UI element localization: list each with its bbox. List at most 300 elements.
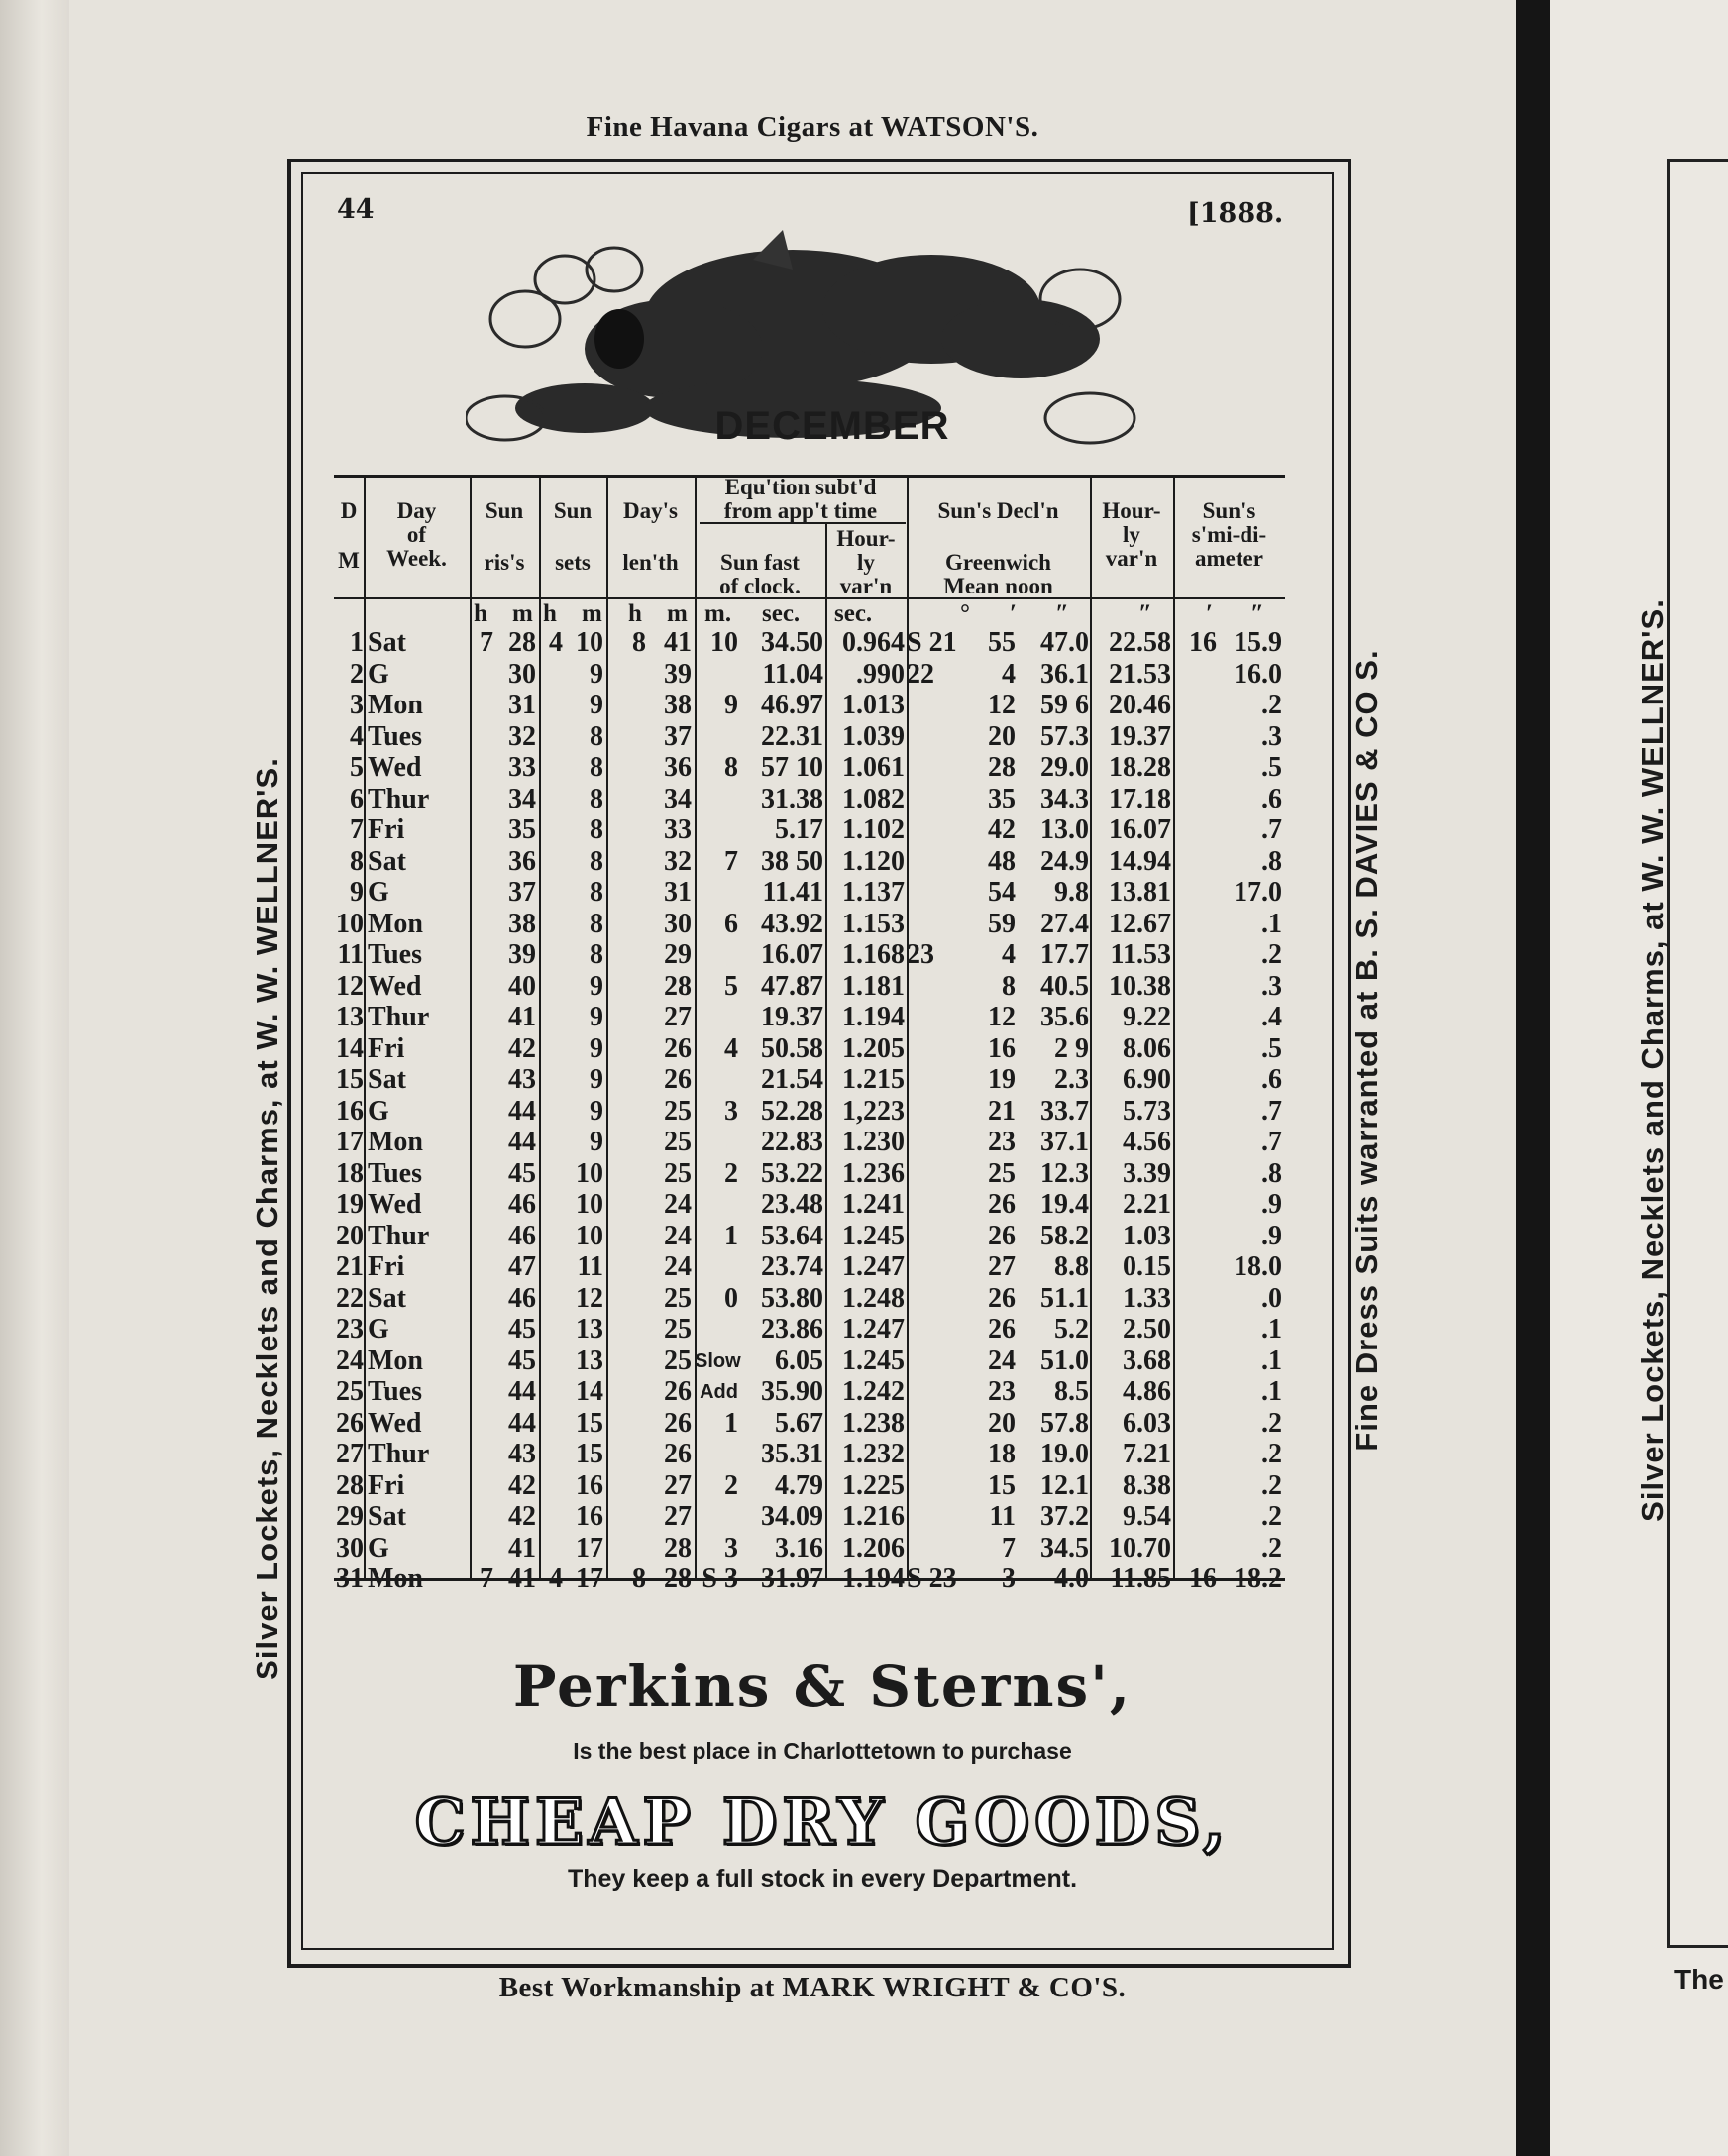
row-declination-hourly-var: 2.50 [1123, 1314, 1171, 1345]
row-equation-seconds: 23.48 [761, 1189, 823, 1220]
unit-degree: ° [960, 600, 970, 627]
row-equation-seconds: 4.79 [775, 1469, 823, 1501]
row-declination-seconds: 17.7 [1040, 939, 1089, 970]
row-equation-seconds: 22.83 [761, 1127, 823, 1157]
row-semidiameter-seconds: .7 [1261, 1095, 1282, 1127]
row-daylength-minute: 25 [664, 1127, 692, 1157]
column-divider [364, 477, 366, 1579]
row-declination-minutes: 24 [988, 1345, 1016, 1376]
row-equation-hourly-var: 1.013 [842, 690, 905, 720]
header-riss: ris's [484, 550, 525, 575]
row-sunrise-minute: 43 [508, 1064, 536, 1095]
row-equation-hourly-var: 1.247 [842, 1314, 905, 1345]
row-declination-seconds: 51.1 [1040, 1282, 1089, 1314]
row-day-number: 7 [350, 814, 364, 845]
row-equation-hourly-var: 1.137 [842, 877, 905, 908]
row-sunset-minute: 8 [590, 720, 603, 752]
row-declination-hourly-var: 1.33 [1123, 1282, 1171, 1314]
row-equation-seconds: 53.80 [761, 1282, 823, 1314]
row-equation-seconds: 5.17 [775, 814, 823, 845]
row-day-number: 17 [336, 1127, 364, 1157]
row-sunset-minute: 8 [590, 939, 603, 970]
row-declination-seconds: 35.6 [1040, 1002, 1089, 1032]
row-declination-minutes: 16 [988, 1032, 1016, 1064]
row-sunset-minute: 10 [576, 1189, 603, 1220]
row-declination-seconds: 12.3 [1040, 1157, 1089, 1189]
row-declination-minutes: 20 [988, 1407, 1016, 1439]
row-declination-minutes: 28 [988, 752, 1016, 783]
row-declination-minutes: 7 [1002, 1532, 1016, 1563]
header-of: of [406, 522, 427, 547]
row-equation-hourly-var: 1.039 [842, 720, 905, 752]
row-declination-hourly-var: 14.94 [1109, 845, 1171, 877]
row-day-of-week: Thur [368, 1439, 430, 1469]
row-sunrise-minute: 28 [508, 627, 536, 658]
header-ly-2: ly [1123, 522, 1140, 547]
row-equation-seconds: 38 50 [761, 845, 823, 877]
row-declination-minutes: 4 [1002, 939, 1016, 970]
row-sunset-minute: 8 [590, 845, 603, 877]
row-day-of-week: Mon [368, 1563, 423, 1594]
row-semidiameter-seconds: .1 [1261, 1376, 1282, 1407]
row-semidiameter-seconds: .6 [1261, 1064, 1282, 1095]
row-sunrise-minute: 45 [508, 1314, 536, 1345]
row-sunset-minute: 10 [576, 627, 603, 658]
row-declination-minutes: 59 [988, 908, 1016, 939]
row-day-number: 8 [350, 845, 364, 877]
row-semidiameter-seconds: .8 [1261, 845, 1282, 877]
header-ameter: ameter [1195, 546, 1263, 571]
month-title: DECEMBER [714, 404, 950, 448]
row-semidiameter-seconds: 18.2 [1234, 1563, 1282, 1594]
row-sunset-minute: 9 [590, 1095, 603, 1127]
row-sunrise-minute: 44 [508, 1095, 536, 1127]
row-day-of-week: Fri [368, 814, 405, 845]
row-declination-minutes: 55 [988, 627, 1016, 658]
row-semidiameter-seconds: .5 [1261, 752, 1282, 783]
row-declination-hourly-var: 21.53 [1109, 658, 1171, 690]
row-sunrise-hour: 7 [480, 627, 493, 658]
row-semidiameter-seconds: 15.9 [1234, 627, 1282, 658]
row-sunrise-minute: 46 [508, 1282, 536, 1314]
row-equation-minutes: 1 [724, 1220, 738, 1251]
row-day-of-week: Mon [368, 1127, 423, 1157]
row-declination-minutes: 26 [988, 1220, 1016, 1251]
row-declination-hourly-var: 6.90 [1123, 1064, 1171, 1095]
row-declination-seconds: 19.4 [1040, 1189, 1089, 1220]
row-sunrise-minute: 44 [508, 1407, 536, 1439]
row-day-of-week: Wed [368, 970, 422, 1002]
row-declination-seconds: 2 9 [1054, 1032, 1089, 1064]
row-declination-hourly-var: 18.28 [1109, 752, 1171, 783]
header-varn-2: var'n [1105, 546, 1158, 571]
row-equation-minutes: 3 [724, 1532, 738, 1563]
row-daylength-minute: 25 [664, 1095, 692, 1127]
row-equation-seconds: 23.86 [761, 1314, 823, 1345]
row-semidiameter-seconds: .2 [1261, 939, 1282, 970]
row-sunrise-minute: 42 [508, 1469, 536, 1501]
header-hourly-1: Hour- [836, 526, 896, 551]
row-declination-seconds: 2.3 [1054, 1064, 1089, 1095]
row-semidiameter-seconds: .2 [1261, 1407, 1282, 1439]
row-daylength-minute: 25 [664, 1345, 692, 1376]
row-declination-hourly-var: 22.58 [1109, 627, 1171, 658]
row-day-number: 25 [336, 1376, 364, 1407]
row-semidiameter-seconds: .8 [1261, 1157, 1282, 1189]
row-declination-hourly-var: 8.06 [1123, 1032, 1171, 1064]
left-side-advertisement: Silver Lockets, Necklets and Charms, at W. W. WELLNER'S. [250, 757, 284, 1680]
row-daylength-minute: 39 [664, 658, 692, 690]
row-declination-seconds: 5.2 [1054, 1314, 1089, 1345]
row-daylength-minute: 36 [664, 752, 692, 783]
row-declination-hourly-var: 4.86 [1123, 1376, 1171, 1407]
row-day-number: 29 [336, 1501, 364, 1532]
row-declination-minutes: 26 [988, 1314, 1016, 1345]
row-day-number: 31 [336, 1563, 364, 1594]
row-sunrise-minute: 31 [508, 690, 536, 720]
header-d: D [340, 498, 358, 523]
row-day-of-week: Thur [368, 1002, 430, 1032]
row-equation-minutes: 0 [724, 1282, 738, 1314]
row-declination-degrees: 22 [907, 658, 934, 690]
row-equation-hourly-var: 1.206 [842, 1532, 905, 1563]
row-daylength-minute: 27 [664, 1469, 692, 1501]
row-equation-minutes: Slow [695, 1349, 741, 1372]
unit-arcmin: ′ [1206, 600, 1214, 627]
row-day-of-week: Tues [368, 1157, 423, 1189]
row-declination-minutes: 18 [988, 1439, 1016, 1469]
row-equation-minutes: 2 [724, 1157, 738, 1189]
row-sunset-minute: 9 [590, 658, 603, 690]
row-sunrise-hour: 7 [480, 1563, 493, 1594]
row-daylength-minute: 28 [664, 1563, 692, 1594]
row-declination-hourly-var: 17.18 [1109, 783, 1171, 814]
row-day-number: 14 [336, 1032, 364, 1064]
header-week: Week. [386, 546, 447, 571]
advertisement-subtitle: Is the best place in Charlottetown to purchase [573, 1738, 1072, 1764]
row-sunset-minute: 8 [590, 814, 603, 845]
row-declination-minutes: 12 [988, 690, 1016, 720]
row-day-number: 12 [336, 970, 364, 1002]
row-equation-hourly-var: 1.120 [842, 845, 905, 877]
row-day-number: 11 [337, 939, 364, 970]
row-equation-seconds: 50.58 [761, 1032, 823, 1064]
row-declination-hourly-var: 4.56 [1123, 1127, 1171, 1157]
row-equation-hourly-var: 1.102 [842, 814, 905, 845]
row-daylength-minute: 31 [664, 877, 692, 908]
row-sunset-minute: 15 [576, 1407, 603, 1439]
row-day-of-week: Sat [368, 1501, 406, 1532]
row-sunrise-minute: 45 [508, 1157, 536, 1189]
row-declination-hourly-var: 7.21 [1123, 1439, 1171, 1469]
row-sunset-minute: 9 [590, 690, 603, 720]
row-daylength-minute: 26 [664, 1064, 692, 1095]
row-sunrise-minute: 30 [508, 658, 536, 690]
row-equation-seconds: 52.28 [761, 1095, 823, 1127]
unit-m: m [512, 600, 533, 627]
row-day-number: 26 [336, 1407, 364, 1439]
row-declination-seconds: 51.0 [1040, 1345, 1089, 1376]
row-equation-hourly-var: 1,223 [842, 1095, 905, 1127]
row-declination-seconds: 8.5 [1054, 1376, 1089, 1407]
row-semidiameter-seconds: 18.0 [1234, 1251, 1282, 1282]
row-day-of-week: Mon [368, 908, 423, 939]
row-daylength-minute: 24 [664, 1189, 692, 1220]
header-sun-set: Sun [553, 498, 593, 523]
row-equation-seconds: 21.54 [761, 1064, 823, 1095]
row-equation-hourly-var: 1.238 [842, 1407, 905, 1439]
row-sunset-minute: 16 [576, 1501, 603, 1532]
unit-arcsec: ″ [1250, 600, 1264, 627]
row-declination-hourly-var: 9.22 [1123, 1002, 1171, 1032]
row-equation-hourly-var: 1.194 [842, 1002, 905, 1032]
row-sunset-minute: 12 [576, 1282, 603, 1314]
row-day-of-week: Mon [368, 690, 423, 720]
row-declination-hourly-var: 6.03 [1123, 1407, 1171, 1439]
row-equation-hourly-var: 1.232 [842, 1439, 905, 1469]
row-equation-hourly-var: 1.236 [842, 1157, 905, 1189]
right-side-advertisement: Fine Dress Suits warranted at B. S. DAVIES & CO S. [1350, 649, 1384, 1452]
row-sunrise-minute: 42 [508, 1501, 536, 1532]
unit-h: h [474, 600, 487, 627]
row-sunrise-minute: 33 [508, 752, 536, 783]
row-day-number: 28 [336, 1469, 364, 1501]
row-equation-hourly-var: .990 [856, 658, 905, 690]
row-equation-hourly-var: 1.225 [842, 1469, 905, 1501]
row-daylength-minute: 27 [664, 1002, 692, 1032]
row-equation-hourly-var: 1.241 [842, 1189, 905, 1220]
row-declination-seconds: 37.2 [1040, 1501, 1089, 1532]
row-day-number: 21 [336, 1251, 364, 1282]
row-declination-hourly-var: 5.73 [1123, 1095, 1171, 1127]
row-declination-minutes: 48 [988, 845, 1016, 877]
row-sunset-minute: 10 [576, 1220, 603, 1251]
row-day-of-week: Tues [368, 939, 423, 970]
row-sunset-hour: 4 [549, 1563, 563, 1594]
row-equation-seconds: 43.92 [761, 908, 823, 939]
row-declination-seconds: 4.0 [1054, 1563, 1089, 1594]
row-declination-minutes: 3 [1002, 1563, 1016, 1594]
row-day-of-week: Fri [368, 1251, 405, 1282]
header-lenth: len'th [622, 550, 679, 575]
row-equation-seconds: 34.09 [761, 1501, 823, 1532]
row-sunrise-minute: 39 [508, 939, 536, 970]
row-sunrise-minute: 34 [508, 783, 536, 814]
unit-arcsec: ″ [1138, 600, 1152, 627]
row-equation-minutes: 9 [724, 690, 738, 720]
row-day-of-week: Thur [368, 1220, 430, 1251]
row-declination-hourly-var: 3.39 [1123, 1157, 1171, 1189]
row-daylength-hour: 8 [632, 627, 646, 658]
row-sunrise-minute: 40 [508, 970, 536, 1002]
row-sunrise-minute: 36 [508, 845, 536, 877]
row-day-number: 20 [336, 1220, 364, 1251]
row-equation-seconds: 3.16 [775, 1532, 823, 1563]
row-day-of-week: Fri [368, 1032, 405, 1064]
row-semidiameter-seconds: .2 [1261, 690, 1282, 720]
facing-page-bottom-text: The [1674, 1964, 1724, 1994]
row-equation-seconds: 31.97 [761, 1563, 823, 1594]
row-sunrise-minute: 44 [508, 1376, 536, 1407]
row-daylength-minute: 27 [664, 1501, 692, 1532]
row-equation-seconds: 47.87 [761, 970, 823, 1002]
unit-sec: sec. [834, 600, 873, 627]
row-declination-hourly-var: 10.70 [1109, 1532, 1171, 1563]
unit-h: h [628, 600, 642, 627]
row-day-of-week: Wed [368, 1189, 422, 1220]
row-day-of-week: Wed [368, 1407, 422, 1439]
unit-m: m [582, 600, 602, 627]
row-equation-hourly-var: 1.215 [842, 1064, 905, 1095]
header-hourly-2: Hour- [1102, 498, 1161, 523]
row-day-of-week: G [368, 877, 389, 908]
row-declination-seconds: 47.0 [1040, 627, 1089, 658]
row-sunset-minute: 16 [576, 1469, 603, 1501]
row-day-of-week: Sat [368, 845, 406, 877]
row-sunrise-minute: 43 [508, 1439, 536, 1469]
row-semidiameter-minutes: 16 [1189, 1563, 1217, 1594]
header-suns-decl: Sun's Decl'n [937, 498, 1059, 523]
row-declination-minutes: 42 [988, 814, 1016, 845]
row-sunrise-minute: 41 [508, 1002, 536, 1032]
row-sunset-minute: 9 [590, 1064, 603, 1095]
header-semi: s'mi-di- [1191, 522, 1267, 547]
row-daylength-minute: 28 [664, 1532, 692, 1563]
row-day-number: 16 [336, 1095, 364, 1127]
row-equation-minutes: 10 [710, 627, 738, 658]
almanac-table [334, 473, 1285, 1594]
book-page-edge [0, 0, 69, 2156]
header-mean-noon: Mean noon [943, 574, 1053, 598]
row-daylength-minute: 26 [664, 1407, 692, 1439]
unit-arcmin: ′ [1010, 600, 1018, 627]
row-daylength-hour: 8 [632, 1563, 646, 1594]
unit-h: h [543, 600, 557, 627]
row-equation-minutes: S 3 [702, 1563, 738, 1594]
row-sunset-minute: 15 [576, 1439, 603, 1469]
row-sunrise-minute: 32 [508, 720, 536, 752]
row-equation-hourly-var: 1.181 [842, 970, 905, 1002]
row-day-number: 19 [336, 1189, 364, 1220]
row-equation-minutes: Add [700, 1381, 738, 1403]
row-sunrise-minute: 44 [508, 1127, 536, 1157]
row-equation-minutes: 6 [724, 908, 738, 939]
row-semidiameter-seconds: 17.0 [1234, 877, 1282, 908]
row-semidiameter-seconds: .1 [1261, 1345, 1282, 1376]
row-declination-hourly-var: 16.07 [1109, 814, 1171, 845]
row-declination-seconds: 8.8 [1054, 1251, 1089, 1282]
row-sunset-minute: 9 [590, 1002, 603, 1032]
row-day-number: 22 [336, 1282, 364, 1314]
row-day-number: 23 [336, 1314, 364, 1345]
row-sunset-minute: 8 [590, 783, 603, 814]
row-daylength-minute: 28 [664, 970, 692, 1002]
row-declination-minutes: 26 [988, 1282, 1016, 1314]
facing-page-side-advertisement: Silver Lockets, Necklets and Charms, at W. W. WELLNER'S. [1635, 598, 1670, 1522]
row-daylength-minute: 30 [664, 908, 692, 939]
header-equation: Equ'tion subt'd [724, 475, 877, 499]
unit-min: m. [704, 600, 732, 627]
row-equation-minutes: 5 [724, 970, 738, 1002]
row-equation-hourly-var: 1.242 [842, 1376, 905, 1407]
row-sunset-minute: 9 [590, 1032, 603, 1064]
row-day-number: 30 [336, 1532, 364, 1563]
row-sunset-minute: 10 [576, 1157, 603, 1189]
row-declination-minutes: 20 [988, 720, 1016, 752]
row-declination-seconds: 24.9 [1040, 845, 1089, 877]
row-declination-hourly-var: 20.46 [1109, 690, 1171, 720]
row-equation-hourly-var: 1.245 [842, 1345, 905, 1376]
row-declination-minutes: 15 [988, 1469, 1016, 1501]
row-day-of-week: Fri [368, 1469, 405, 1501]
row-equation-seconds: 11.41 [762, 877, 823, 908]
row-day-number: 18 [336, 1157, 364, 1189]
row-declination-hourly-var: 11.85 [1110, 1563, 1171, 1594]
row-equation-seconds: 46.97 [761, 690, 823, 720]
row-sunrise-minute: 45 [508, 1345, 536, 1376]
row-declination-seconds: 40.5 [1040, 970, 1089, 1002]
row-declination-hourly-var: 8.38 [1123, 1469, 1171, 1501]
row-semidiameter-seconds: .7 [1261, 814, 1282, 845]
row-day-number: 9 [350, 877, 364, 908]
row-daylength-minute: 25 [664, 1314, 692, 1345]
row-equation-hourly-var: 0.964 [842, 627, 905, 658]
row-equation-seconds: 16.07 [761, 939, 823, 970]
row-semidiameter-seconds: .2 [1261, 1439, 1282, 1469]
row-declination-minutes: 12 [988, 1002, 1016, 1032]
row-declination-minutes: 26 [988, 1189, 1016, 1220]
row-declination-seconds: 57.8 [1040, 1407, 1089, 1439]
header-of-clock: of clock. [719, 574, 801, 598]
row-day-number: 5 [350, 752, 364, 783]
row-sunrise-minute: 42 [508, 1032, 536, 1064]
row-semidiameter-seconds: .1 [1261, 1314, 1282, 1345]
row-day-of-week: Thur [368, 783, 430, 814]
row-equation-hourly-var: 1.061 [842, 752, 905, 783]
row-semidiameter-seconds: .1 [1261, 908, 1282, 939]
row-declination-seconds: 9.8 [1054, 877, 1089, 908]
row-day-of-week: Sat [368, 627, 406, 658]
row-equation-minutes: 3 [724, 1095, 738, 1127]
row-semidiameter-seconds: .7 [1261, 1127, 1282, 1157]
row-day-number: 13 [336, 1002, 364, 1032]
row-equation-seconds: 11.04 [762, 658, 823, 690]
row-declination-seconds: 34.5 [1040, 1532, 1089, 1563]
row-daylength-minute: 24 [664, 1220, 692, 1251]
row-declination-hourly-var: 9.54 [1123, 1501, 1171, 1532]
header-varn-1: var'n [839, 574, 893, 598]
row-daylength-minute: 33 [664, 814, 692, 845]
row-declination-seconds: 59 6 [1040, 690, 1089, 720]
book-gutter [1516, 0, 1550, 2156]
row-semidiameter-seconds: .3 [1261, 720, 1282, 752]
row-daylength-minute: 25 [664, 1157, 692, 1189]
row-equation-seconds: 57 10 [761, 752, 823, 783]
row-semidiameter-seconds: .5 [1261, 1032, 1282, 1064]
header-greenwich: Greenwich [945, 550, 1051, 575]
row-daylength-minute: 29 [664, 939, 692, 970]
row-equation-hourly-var: 1.205 [842, 1032, 905, 1064]
row-equation-hourly-var: 1.194 [842, 1563, 905, 1594]
row-semidiameter-seconds: .2 [1261, 1501, 1282, 1532]
row-declination-hourly-var: 19.37 [1109, 720, 1171, 752]
row-declination-degrees: 23 [907, 939, 934, 970]
row-declination-minutes: 19 [988, 1064, 1016, 1095]
row-sunset-minute: 11 [577, 1251, 603, 1282]
row-semidiameter-seconds: .2 [1261, 1469, 1282, 1501]
row-daylength-minute: 32 [664, 845, 692, 877]
row-declination-seconds: 13.0 [1040, 814, 1089, 845]
